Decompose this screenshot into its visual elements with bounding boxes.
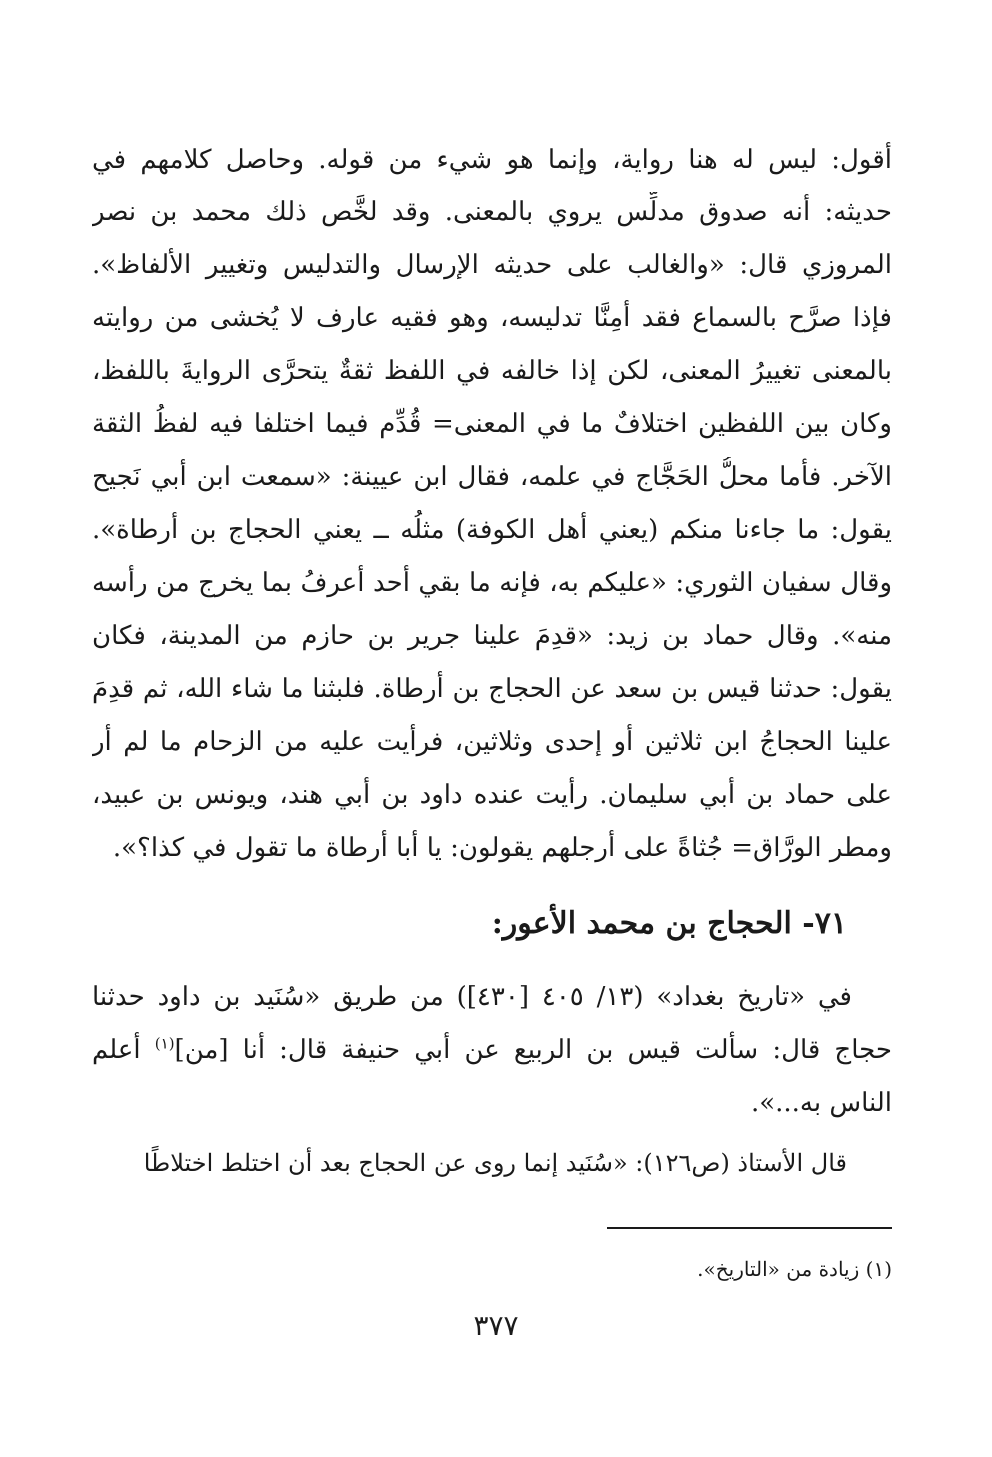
section-line-1: في «تاريخ بغداد» (١٣/ ٤٠٥ [٤٣٠]) من طريق «سُنَيد بن داود حدثنا <box>92 982 852 1012</box>
body-line-4: فإذا صرَّح بالسماع فقد أمِنَّا تدليسه، وهو فقيه عارف لا يُخشى من روايته <box>92 303 892 333</box>
footnote-marker: (١) <box>154 1034 175 1053</box>
body-line-6: وكان بين اللفظين اختلافٌ ما في المعنى= قُدِّم فيما اختلفا فيه لفظُ الثقة <box>92 409 892 439</box>
body-line-14: ومطر الورَّاق= جُثاةً على أرجلهم يقولون: يا أبا أرطاة ما تقول في كذا؟». <box>112 833 892 863</box>
entry-heading: ٧١- الحجاج بن محمد الأعور: <box>491 906 847 941</box>
page-number: ٣٧٧ <box>473 1309 519 1342</box>
body-line-1: أقول: ليس له هنا رواية، وإنما هو شيء من قوله. وحاصل كلامهم في <box>92 145 892 175</box>
body-line-12: علينا الحجاجُ ابن ثلاثين أو إحدى وثلاثين، فرأيت عليه من الزحام ما لم أر <box>92 727 892 757</box>
body-line-7: الآخر. فأما محلُّ الحَجَّاج في علمه، فقال ابن عيينة: «سمعت ابن أبي نَجيح <box>92 462 892 492</box>
quoted-note-line: قال الأستاذ (ص١٢٦): «سُنَيد إنما روى عن الحجاج بعد أن اختلط اختلاطًا <box>143 1149 847 1177</box>
body-line-3: المروزي قال: «والغالب على حديثه الإرسال والتدليس وتغيير الألفاظ». <box>92 250 892 280</box>
body-line-8: يقول: ما جاءنا منكم (يعني أهل الكوفة) مثلُه ــ يعني الحجاج بن أرطاة». <box>92 515 892 545</box>
body-line-5: بالمعنى تغييرُ المعنى، لكن إذا خالفه في اللفظ ثقةٌ يتحرَّى الروايةَ باللفظ، <box>92 356 892 386</box>
body-line-13: على حماد بن أبي سليمان. رأيت عنده داود بن أبي هند، ويونس بن عبيد، <box>92 780 892 810</box>
footnote-separator <box>607 1227 892 1229</box>
body-line-2: حديثه: أنه صدوق مدلِّس يروي بالمعنى. وقد لخَّص ذلك محمد بن نصر <box>92 197 892 227</box>
body-line-10: منه». وقال حماد بن زيد: «قدِمَ علينا جرير بن حازم من المدينة، فكان <box>92 621 892 651</box>
body-line-9: وقال سفيان الثوري: «عليكم به، فإنه ما بقي أحد أعرفُ بما يخرج من رأسه <box>92 568 892 598</box>
section-line-2-text: حجاج قال: سألت قيس بن الربيع عن أبي حنيفة قال: أنا [من] <box>174 1035 892 1065</box>
section-line-2 <box>92 1030 892 1070</box>
section-line-2-tail: أعلم <box>92 1035 141 1065</box>
body-line-11: يقول: حدثنا قيس بن سعد عن الحجاج بن أرطاة. فلبثنا ما شاء الله، ثم قدِمَ <box>92 674 892 704</box>
footnote-text: (١) زيادة من «التاريخ». <box>697 1257 892 1281</box>
section-line-3: الناس به...». <box>750 1088 892 1118</box>
